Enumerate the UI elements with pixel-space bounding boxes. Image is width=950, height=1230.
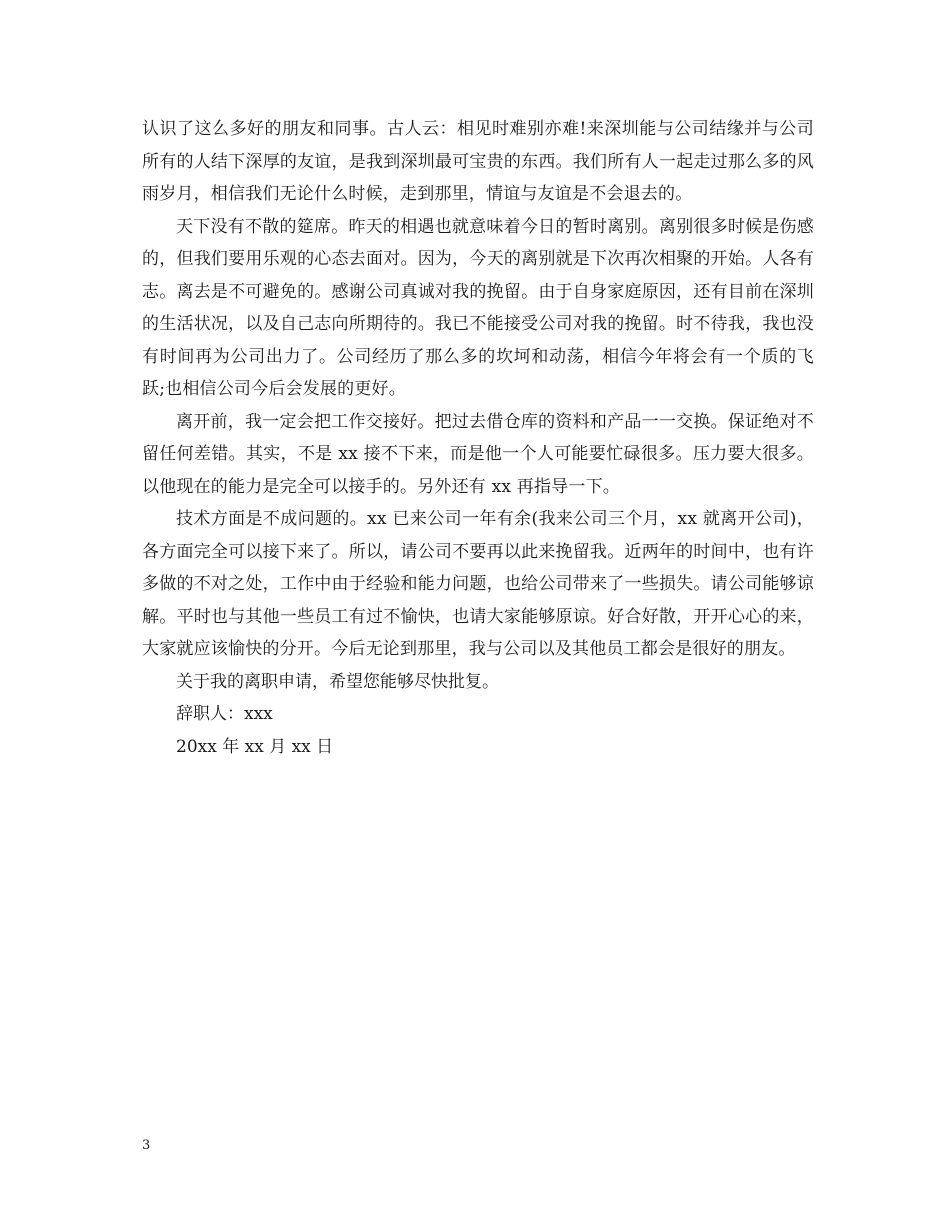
closing-request: 关于我的离职申请，希望您能够尽快批复。 [176,671,499,692]
paragraph-3: 离开前，我一定会把工作交接好。把过去借仓库的资料和产品一一交换。保证绝对不留任何差错。其实，不是 xx 接不下来，而是他一个人可能要忙碌很多。压力要大很多。以他现在的能力是完全可以接手的。另外还有 xx 再指导一下。 [142,411,814,497]
document-body [142,113,814,763]
paragraph-2: 天下没有不散的筵席。昨天的相遇也就意味着今日的暂时离别。离别很多时候是伤感的，但我们要用乐观的心态去面对。因为，今天的离别就是下次再次相聚的开始。人各有志。离去是不可避免的。感谢公司真诚对我的挽留。由于自身家庭原因，还有目前在深圳的生活状况，以及自己志向所期待的。我已不能接受公司对我的挽留。时不待我，我也没有时间再为公司出力了。公司经历了那么多的坎坷和动荡，相信今年将会有一个质的飞跃;也相信公司今后会发展的更好。 [142,216,814,399]
resigner-signature: 辞职人：xxx [176,704,273,724]
page-number: 3 [142,1138,151,1153]
letter-date: 20xx 年 xx 月 xx 日 [176,736,334,757]
paragraph-1: 认识了这么多好的朋友和同事。古人云：相见时难别亦难!来深圳能与公司结缘并与公司所有的人结下深厚的友谊，是我到深圳最可宝贵的东西。我们所有人一起走过那么多的风雨岁月，相信我们无论什么时候，走到那里，情谊与友谊是不会退去的。 [142,119,814,204]
paragraph-4: 技术方面是不成问题的。xx 已来公司一年有余(我来公司三个月，xx 就离开公司)，各方面完全可以接下来了。所以，请公司不要再以此来挽留我。近两年的时间中，也有许多做的不对之处，工作中由于经验和能力问题，也给公司带来了一些损失。请公司能够谅解。平时也与其他一些员工有过不愉快，也请大家能够原谅。好合好散，开开心心的来，大家就应该愉快的分开。今后无论到那里，我与公司以及其他员工都会是很好的朋友。 [142,509,814,659]
